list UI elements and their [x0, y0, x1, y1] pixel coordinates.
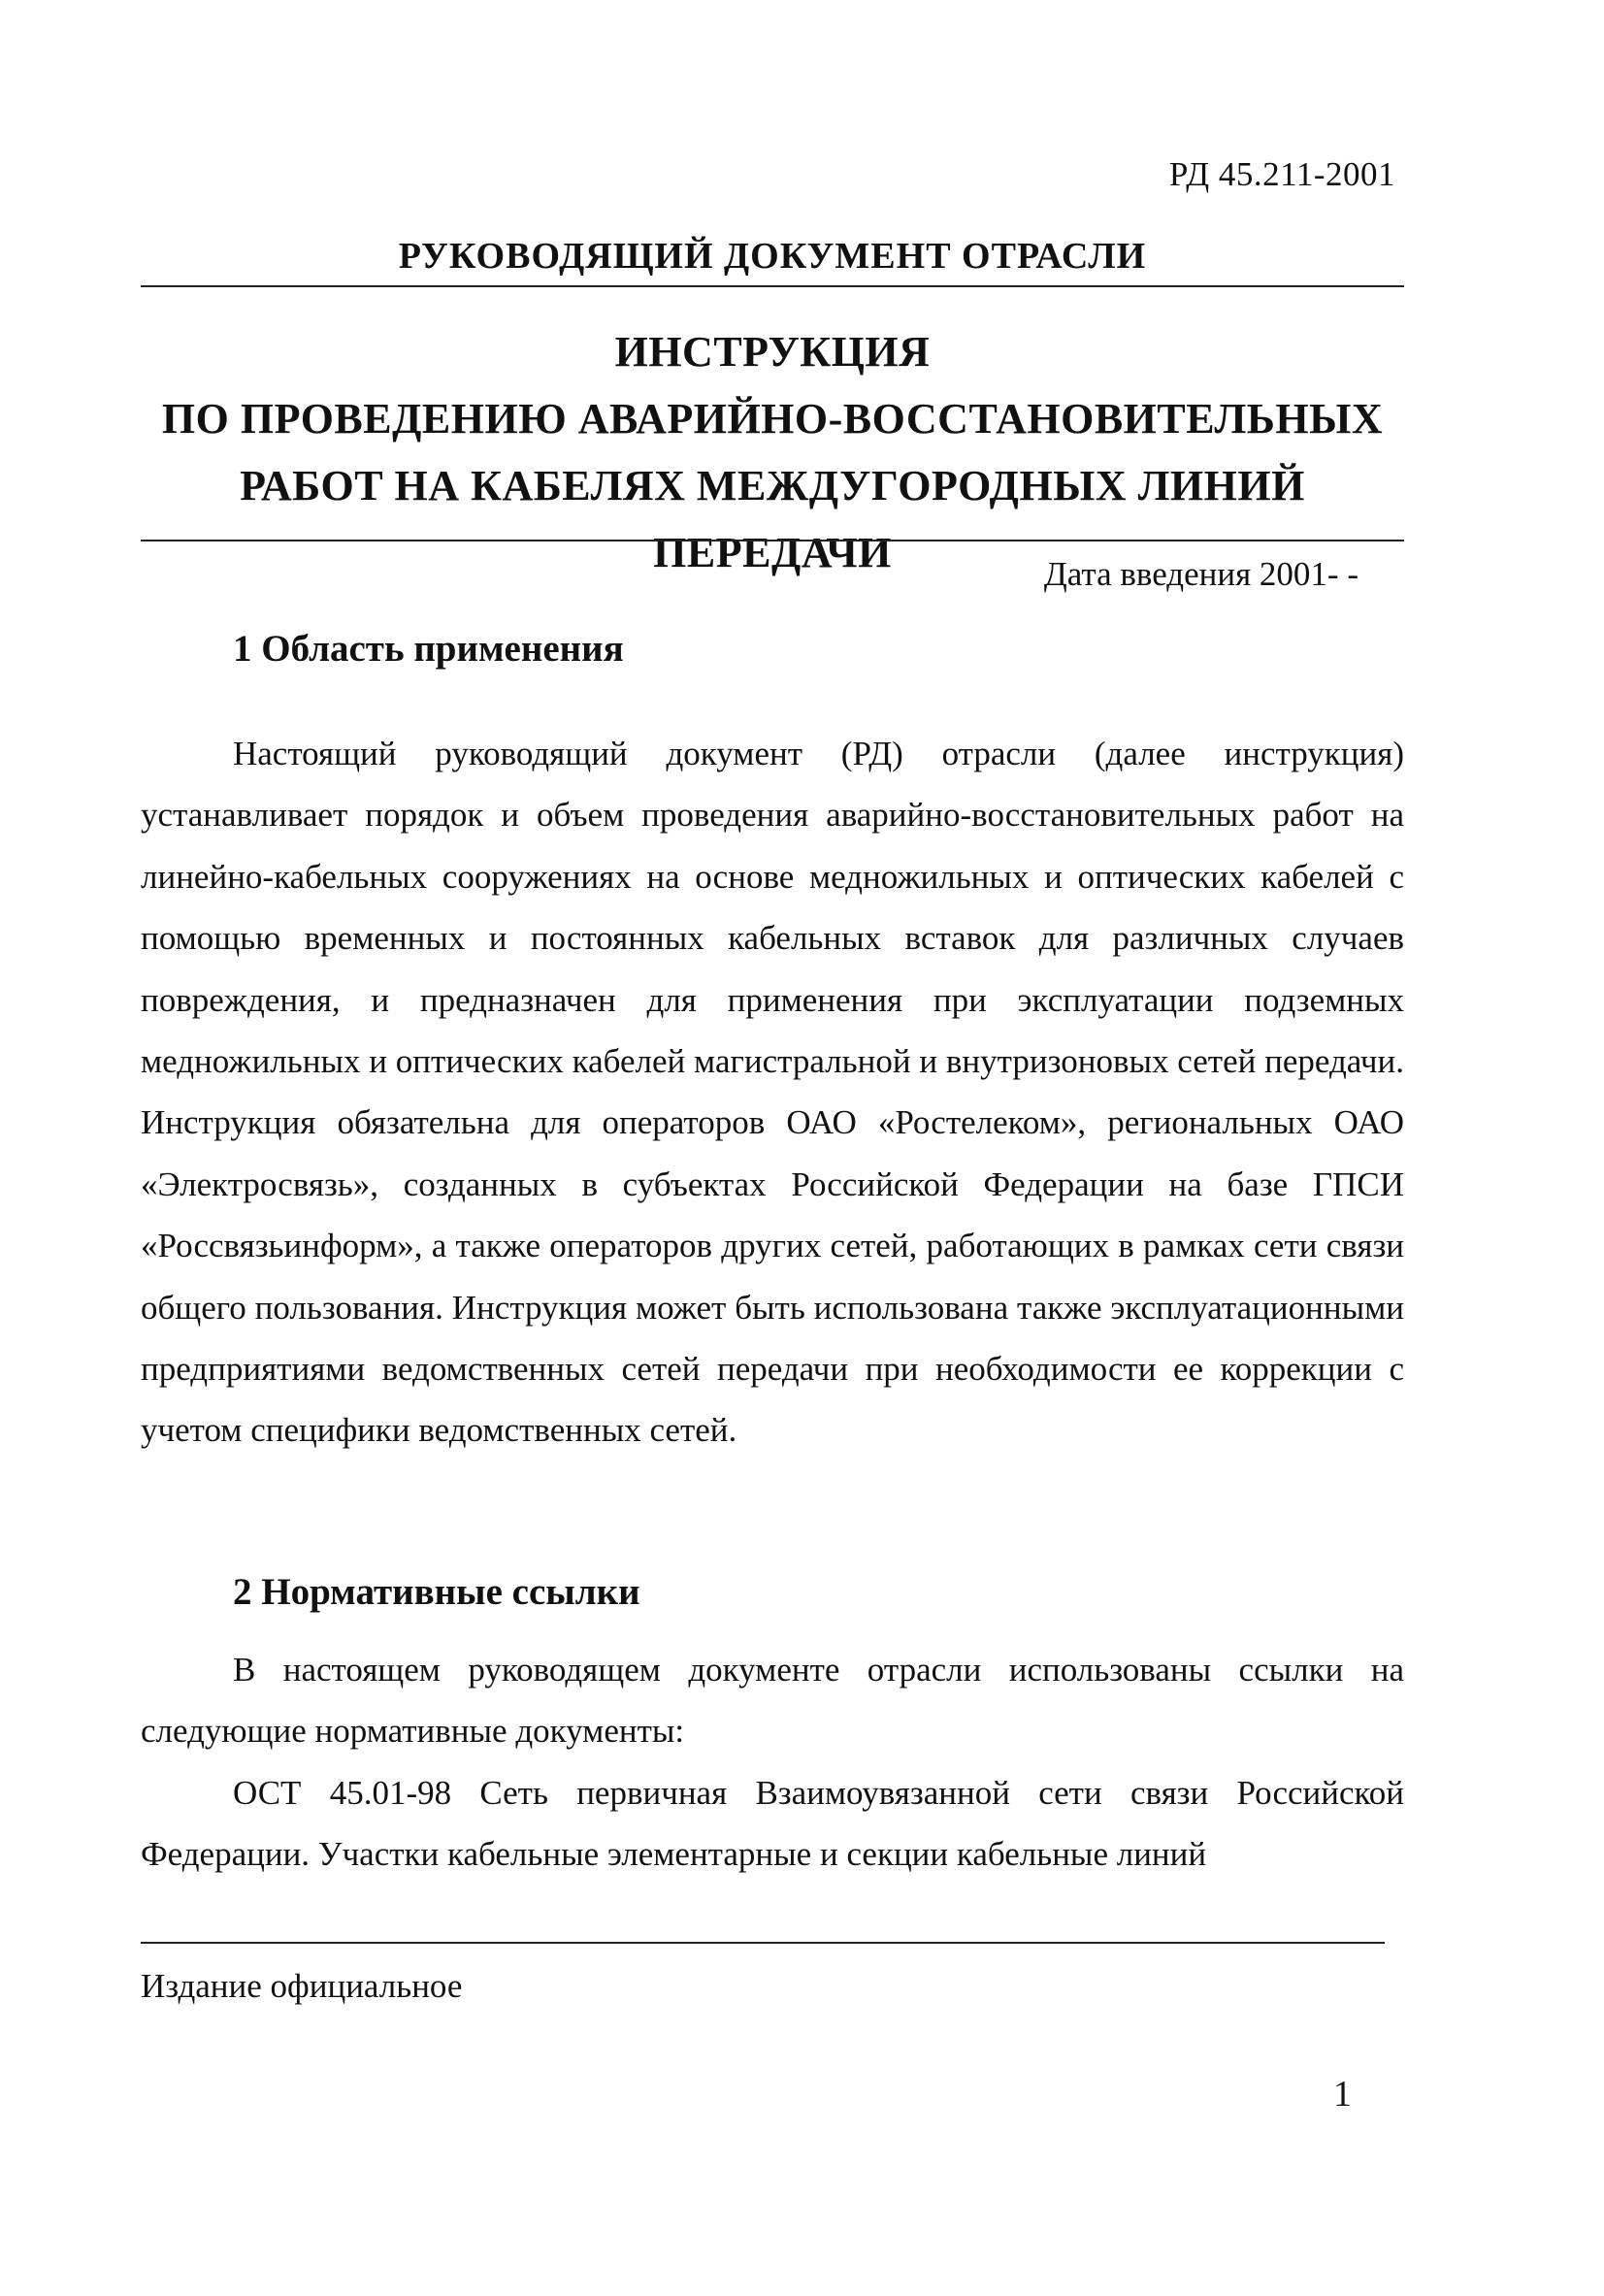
introduction-date: Дата введения 2001- - [1043, 555, 1358, 593]
divider-top [141, 285, 1404, 287]
page-number: 1 [1333, 2074, 1352, 2115]
title-line-3: РАБОТ НА КАБЕЛЯХ МЕЖДУГОРОДНЫХ ЛИНИЙ ПЕРЕДАЧИ [240, 462, 1305, 576]
paragraph-scope: Настоящий руководящий документ (РД) отрасли (далее инструкция) устанавливает порядок и объем проведения аварийно-восстановительных работ на линейно-кабельных сооружениях на основе медножильных и оптических кабелей с помощью временных и постоянных кабельных вставок для различных случаев повреждения, и предназначен для применения при эксплуатации подземных медножильных и оптических кабелей магистральной и внутризоновых сетей передачи. Инструкция обязательна для операторов ОАО «Ростелеком», региональных ОАО «Электросвязь», созданных в субъектах Российской Федерации на базе ГПСИ «Россвязьинформ», а также операторов других сетей, работающих в рамках сети связи общего пользования. Инструкция может быть использована также эксплуатационными предприятиями ведомственных сетей передачи при необходимости ее коррекции с учетом специфики ведомственных сетей. [141, 735, 1404, 1450]
paragraph-reference-ost: ОСТ 45.01-98 Сеть первичная Взаимоувязанной сети связи Российской Федерации. Участки кабельные элементарные и секции кабельные линий [141, 1774, 1404, 1874]
section-heading-references: 2 Нормативные ссылки [233, 1571, 640, 1613]
document-category: РУКОВОДЯЩИЙ ДОКУМЕНТ ОТРАСЛИ [398, 236, 1147, 277]
divider-title [141, 540, 1404, 541]
document-number: РД 45.211-2001 [1168, 155, 1395, 193]
paragraph-references-intro: В настоящем руководящем документе отрасли использованы ссылки на следующие нормативные документы: [141, 1651, 1404, 1751]
title-line-1: ИНСТРУКЦИЯ [614, 328, 931, 376]
section-heading-scope: 1 Область применения [233, 628, 624, 670]
title-line-2: ПО ПРОВЕДЕНИЮ АВАРИЙНО-ВОССТАНОВИТЕЛЬНЫХ [161, 395, 1384, 443]
divider-footer [141, 1942, 1385, 1944]
edition-note: Издание официальное [141, 1967, 463, 2005]
document-title [141, 318, 1404, 586]
